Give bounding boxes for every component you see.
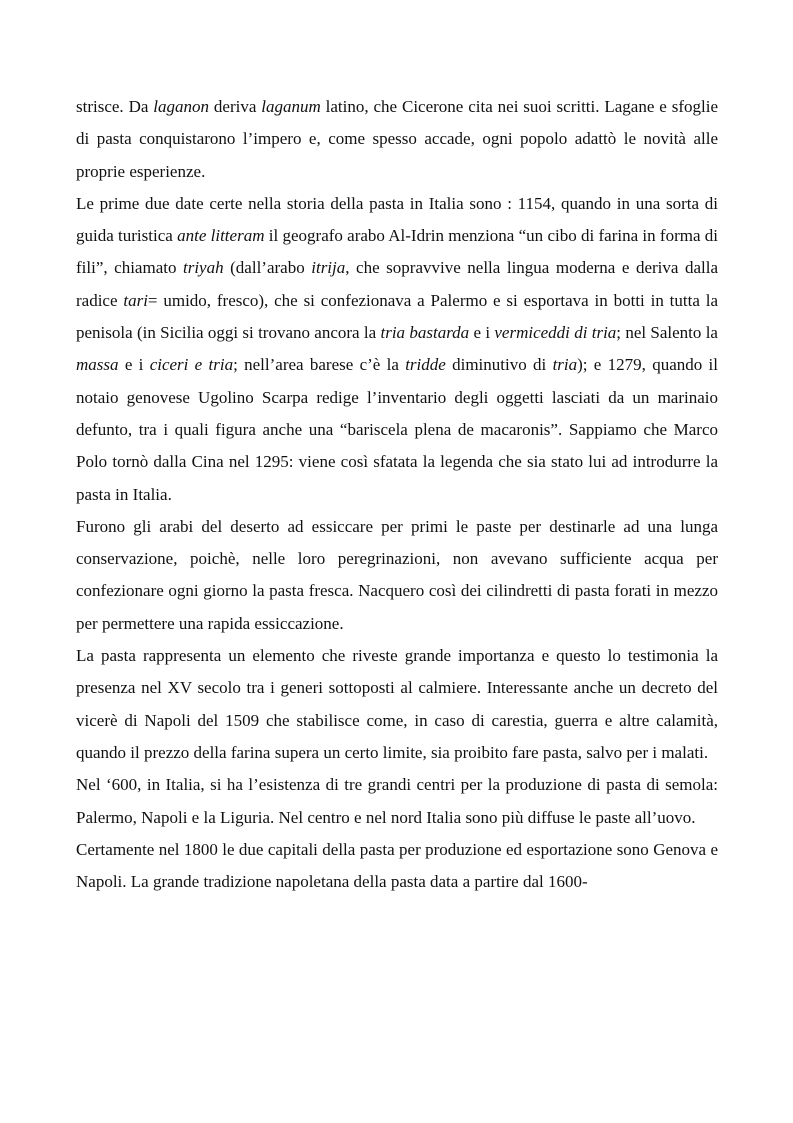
text-run: (dall’arabo	[223, 258, 312, 278]
italic-term: ante litteram	[177, 226, 265, 246]
text-run: Nel ‘600, in Italia, si ha l’esistenza di tre grandi centri per la produzione di pasta di semola: Palermo, Napoli e la Liguria. Nel centro e nel nord Italia sono più diffuse le paste all’uovo.	[76, 775, 718, 827]
italic-term: vermiceddi di tria	[494, 323, 617, 343]
paragraph-ottocento	[76, 834, 718, 899]
text-run: = umido, fresco), che si confezionava a Palermo e si esportava in botti in tutta la penisola (in Sicilia oggi si trovano ancora la	[76, 290, 718, 343]
text-run: Le prime due date certe nella storia della pasta in Italia sono : 1154, quando in una sorta di guida turistica	[76, 193, 718, 246]
text-run: ); e 1279, quando il notaio genovese Ugolino Scarpa redige l’inventario degli oggetti lasciati da un marinaio defunto, tra i quali figura anche una “bariscela plena de macaronis”. Sappiamo che Marco Polo tornò dalla Cina nel 1295: viene così sfatata la legenda che sia stato lui ad introdurre la pasta in Italia.	[76, 355, 718, 504]
text-run: ; nel Salento la	[616, 323, 718, 343]
italic-term: tridde	[405, 355, 446, 375]
paragraph-seicento	[76, 769, 718, 834]
document-page	[76, 91, 718, 898]
italic-term: ciceri e tria	[149, 355, 234, 375]
italic-term: laganum	[261, 97, 321, 116]
text-run: deriva	[209, 97, 262, 116]
italic-term: laganon	[153, 97, 210, 116]
paragraph-first-dates	[76, 188, 718, 511]
text-run: e i	[118, 355, 150, 375]
text-run: strisce. Da	[76, 97, 154, 116]
italic-term: itrija	[311, 258, 346, 278]
text-run: Furono gli arabi del deserto ad essiccare per primi le paste per destinarle ad una lunga conservazione, poichè, nelle loro peregrinazioni, non avevano sufficiente acqua per confezionare ogni giorno la pasta fresca. Nacquero così dei cilindretti di pasta forati in mezzo per permettere una rapida essiccazione.	[76, 516, 718, 633]
paragraph-arabs-drying	[76, 511, 718, 640]
text-run: La pasta rappresenta un elemento che riveste grande importanza e questo lo testimonia la presenza nel XV secolo tra i generi sottoposti al calmiere. Interessante anche un decreto del vicerè di Napoli del 1509 che stabilisce come, in caso di carestia, guerra e altre calamità, quando il prezzo della farina supera un certo limite, sia proibito fare pasta, salvo per i malati.	[76, 646, 718, 762]
text-run: diminutivo di	[445, 355, 553, 375]
italic-term: triyah	[183, 258, 224, 278]
text-run: e i	[469, 323, 495, 343]
paragraph-calmiere	[76, 640, 718, 769]
italic-term: tria bastarda	[380, 323, 470, 343]
italic-term: tria	[552, 355, 578, 375]
text-run: ; nell’area barese c’è la	[233, 355, 406, 375]
text-run: latino, che Cicerone cita nei suoi scritti. Lagane e sfoglie di pasta conquistarono l’impero e, come spesso accade, ogni popolo adattò le novità alle proprie esperienze.	[76, 97, 718, 181]
italic-term: tari	[123, 290, 148, 310]
text-run: Certamente nel 1800 le due capitali della pasta per produzione ed esportazione sono Genova e Napoli. La grande tradizione napoletana della pasta data a partire dal 1600-	[76, 839, 718, 892]
italic-term: massa	[76, 355, 119, 375]
text-run: il geografo arabo Al-Idrin menziona “un cibo di farina in forma di fili”, chiamato	[76, 226, 718, 278]
text-run: , che sopravvive nella lingua moderna e deriva dalla radice	[76, 258, 718, 310]
paragraph-laganon	[76, 91, 718, 188]
